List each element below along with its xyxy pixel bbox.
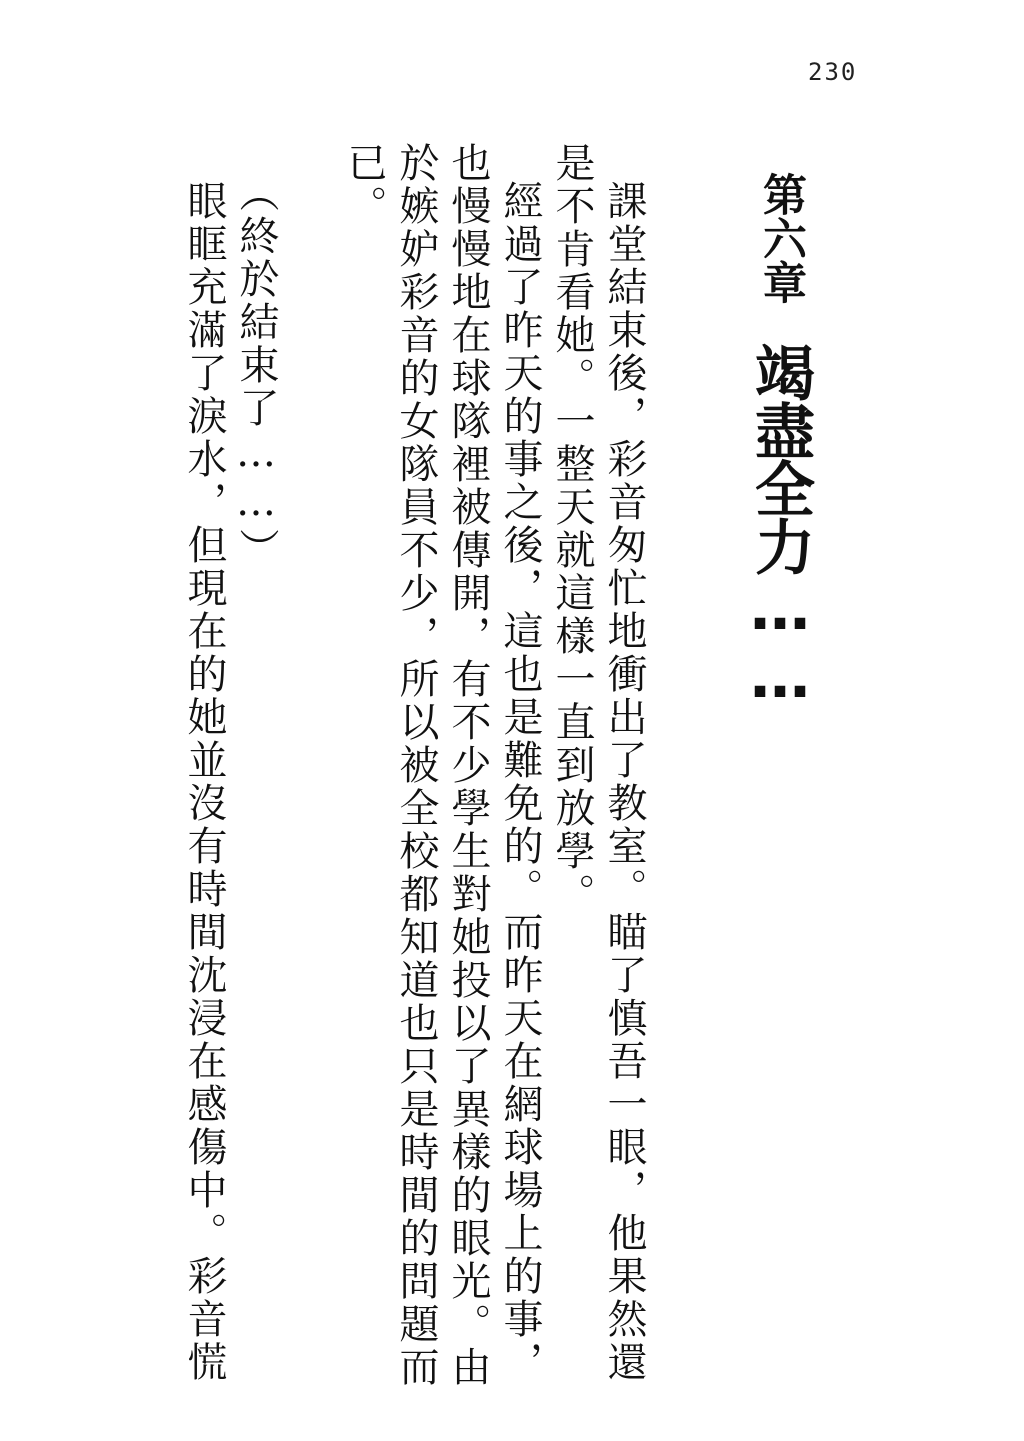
- body-line-3: 經過了昨天的事之後，這也是難免的。而昨天在網球場上的事，: [497, 180, 543, 1384]
- page-number: 230: [808, 58, 858, 86]
- body-line-2: 是不肯看她。一整天就這樣一直到放學。: [549, 142, 595, 916]
- body-line-8: 眼眶充滿了淚水，但現在的她並沒有時間沈浸在感傷中。彩音慌: [181, 180, 227, 1384]
- chapter-label: 第六章: [755, 172, 806, 304]
- body-line-1: 課堂結束後，彩音匆忙地衝出了教室。瞄了慎吾一眼，他果然還: [601, 180, 647, 1384]
- body-line-7: ︵終於結束了……︶: [233, 172, 279, 571]
- body-line-4: 也慢慢地在球隊裡被傳開，有不少學生對她投以了異樣的眼光。由: [445, 142, 491, 1389]
- chapter-title: 竭盡全力……: [745, 342, 815, 710]
- body-line-6: 已。: [341, 142, 387, 228]
- body-line-5: 於嫉妒彩音的女隊員不少，所以被全校都知道也只是時間的問題而: [393, 142, 439, 1389]
